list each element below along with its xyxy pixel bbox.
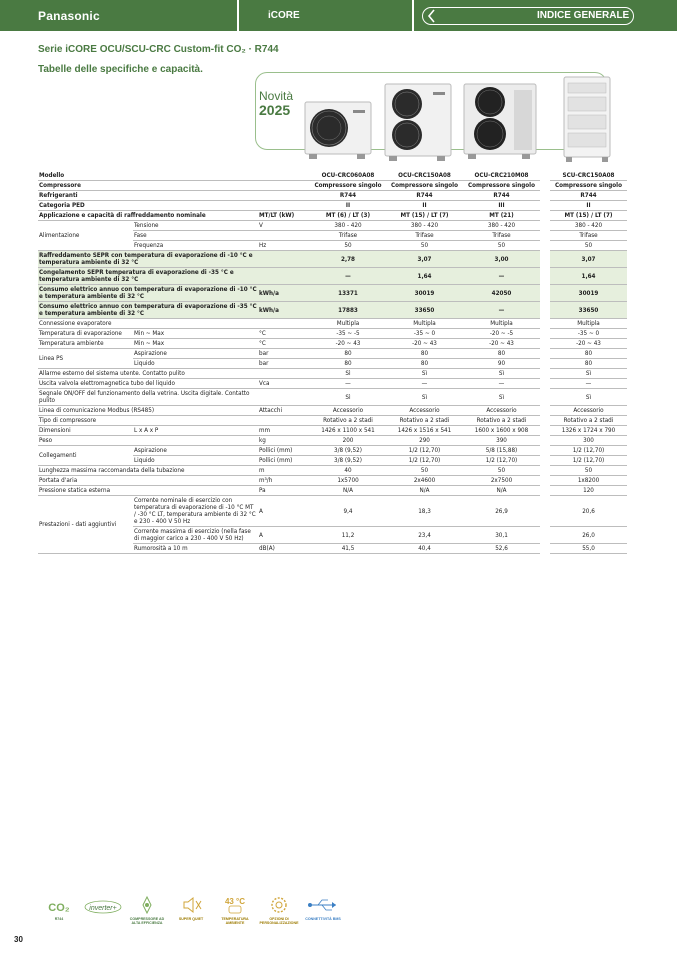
row-label: Allarme esterno del sistema utente. Contatto pulito bbox=[38, 369, 258, 379]
page-subtitle: Tabelle delle specifiche e capacità. bbox=[38, 64, 203, 75]
row-label: Applicazione e capacità di raffreddamento nominale bbox=[38, 211, 258, 221]
row-value: 26,0 bbox=[550, 527, 627, 544]
icon-caption: TEMPERATURA AMBIENTE bbox=[221, 917, 249, 925]
column-gap bbox=[540, 181, 550, 191]
row-unit: Vca bbox=[258, 379, 310, 389]
row-value: 380 - 420 bbox=[310, 221, 386, 231]
ocu-crc150-image bbox=[383, 82, 455, 162]
row-value: -20 ~ 43 bbox=[386, 339, 463, 349]
row-value: 1,64 bbox=[386, 268, 463, 285]
row-value: Sì bbox=[310, 369, 386, 379]
row-label: Lunghezza massima raccomandata della tubazione bbox=[38, 466, 258, 476]
row-value: Accessorio bbox=[550, 406, 627, 416]
column-gap bbox=[540, 359, 550, 369]
row-value: 2,78 bbox=[310, 251, 386, 268]
row-value: — bbox=[310, 379, 386, 389]
customization-icon bbox=[258, 893, 300, 929]
table-row bbox=[38, 446, 627, 456]
table-row bbox=[38, 211, 627, 221]
row-value: — bbox=[463, 379, 540, 389]
row-label: Peso bbox=[38, 436, 258, 446]
table-row bbox=[38, 426, 627, 436]
row-value: 50 bbox=[386, 241, 463, 251]
icon-caption: SUPER QUIET bbox=[178, 917, 204, 921]
row-value: Multipla bbox=[310, 319, 386, 329]
table-row bbox=[38, 285, 627, 302]
row-value: 3,00 bbox=[463, 251, 540, 268]
row-value: 80 bbox=[310, 359, 386, 369]
row-value: 33650 bbox=[386, 302, 463, 319]
index-label[interactable]: INDICE GENERALE bbox=[537, 10, 630, 21]
brand-logo: Panasonic bbox=[38, 9, 100, 23]
svg-text:CO₂: CO₂ bbox=[48, 902, 70, 914]
row-value: Trifase bbox=[310, 231, 386, 241]
row-value: Sì bbox=[386, 389, 463, 406]
row-unit bbox=[258, 319, 310, 329]
row-value: Trifase bbox=[550, 231, 627, 241]
table-row bbox=[38, 496, 627, 527]
row-value: 1/2 (12,70) bbox=[386, 456, 463, 466]
row-value: 55,0 bbox=[550, 544, 627, 554]
column-gap bbox=[540, 369, 550, 379]
row-unit bbox=[258, 201, 310, 211]
row-unit: Hz bbox=[258, 241, 310, 251]
table-row bbox=[38, 416, 627, 426]
row-value: 52,6 bbox=[463, 544, 540, 554]
column-gap bbox=[540, 416, 550, 426]
row-value: 1600 x 1600 x 908 bbox=[463, 426, 540, 436]
row-value: 1/2 (12,70) bbox=[550, 446, 627, 456]
table-row bbox=[38, 389, 627, 406]
row-value: 380 - 420 bbox=[463, 221, 540, 231]
row-sublabel: Aspirazione bbox=[133, 349, 258, 359]
row-unit: Attacchi bbox=[258, 406, 310, 416]
row-unit bbox=[258, 191, 310, 201]
column-gap bbox=[540, 426, 550, 436]
row-unit bbox=[258, 389, 310, 406]
novita-year: 2025 bbox=[259, 102, 291, 118]
row-value: -20 ~ -5 bbox=[463, 329, 540, 339]
row-unit: Pollici (mm) bbox=[258, 456, 310, 466]
row-value: R744 bbox=[386, 191, 463, 201]
row-value: 80 bbox=[550, 359, 627, 369]
row-value: 40 bbox=[310, 466, 386, 476]
row-value: Trifase bbox=[463, 231, 540, 241]
row-value: II bbox=[550, 201, 627, 211]
row-unit: dB(A) bbox=[258, 544, 310, 554]
row-sublabel: Corrente nominale di esercizio con temperatura di evaporazione di -10 °C MT / -30 °C LT, temperatura ambiente di 32 °C e 230 - 400 V 50 Hz bbox=[133, 496, 258, 527]
row-unit bbox=[258, 268, 310, 285]
column-gap bbox=[540, 486, 550, 496]
column-gap bbox=[540, 241, 550, 251]
row-value: Trifase bbox=[386, 231, 463, 241]
row-value: Compressore singolo bbox=[463, 181, 540, 191]
row-label: Refrigeranti bbox=[38, 191, 258, 201]
scu-crc150-image bbox=[562, 75, 614, 163]
spec-table bbox=[38, 171, 627, 554]
row-value: 380 - 420 bbox=[386, 221, 463, 231]
column-gap bbox=[540, 329, 550, 339]
row-sublabel: L x A x P bbox=[133, 426, 258, 436]
row-value: Sì bbox=[386, 369, 463, 379]
co2-icon bbox=[38, 893, 80, 929]
icon-caption: CONNETTIVITÀ BMS bbox=[305, 917, 341, 921]
ocu-crc210-image bbox=[462, 82, 540, 160]
temperature-icon bbox=[214, 893, 256, 929]
row-unit: Pollici (mm) bbox=[258, 446, 310, 456]
table-row bbox=[38, 406, 627, 416]
row-value: R744 bbox=[550, 191, 627, 201]
column-gap bbox=[540, 302, 550, 319]
table-row bbox=[38, 486, 627, 496]
row-value: 1/2 (12,70) bbox=[386, 446, 463, 456]
row-label: Temperatura di evaporazione bbox=[38, 329, 133, 339]
column-gap bbox=[540, 466, 550, 476]
feature-icons bbox=[38, 893, 344, 929]
row-value: N/A bbox=[386, 486, 463, 496]
row-value: -20 ~ 43 bbox=[310, 339, 386, 349]
row-value: 1326 x 1724 x 790 bbox=[550, 426, 627, 436]
row-value: 30019 bbox=[386, 285, 463, 302]
row-sublabel: Liquido bbox=[133, 456, 258, 466]
row-value: 3/8 (9,52) bbox=[310, 456, 386, 466]
row-value: — bbox=[310, 268, 386, 285]
row-value: 80 bbox=[386, 359, 463, 369]
icon-caption: COMPRESSORE AD ALTA EFFICIENZA bbox=[129, 917, 165, 925]
top-header bbox=[0, 0, 677, 31]
row-value: 50 bbox=[550, 241, 627, 251]
row-unit bbox=[258, 416, 310, 426]
row-value: Compressore singolo bbox=[550, 181, 627, 191]
row-unit: m bbox=[258, 466, 310, 476]
column-gap bbox=[540, 221, 550, 231]
table-row bbox=[38, 379, 627, 389]
row-value: 2x7500 bbox=[463, 476, 540, 486]
svg-text:inverter+: inverter+ bbox=[89, 905, 117, 912]
column-gap bbox=[540, 527, 550, 544]
row-value: Rotativo a 2 stadi bbox=[310, 416, 386, 426]
row-sublabel: Frequenza bbox=[133, 241, 258, 251]
row-value: 3,07 bbox=[550, 251, 627, 268]
row-value: MT (15) / LT (7) bbox=[386, 211, 463, 221]
row-value: Sì bbox=[310, 389, 386, 406]
table-row bbox=[38, 319, 627, 329]
row-sublabel: Tensione bbox=[133, 221, 258, 231]
row-label: Temperatura ambiente bbox=[38, 339, 133, 349]
table-row bbox=[38, 339, 627, 349]
table-row bbox=[38, 191, 627, 201]
row-value: R744 bbox=[310, 191, 386, 201]
page-number: 30 bbox=[14, 935, 23, 944]
row-value: MT (21) bbox=[463, 211, 540, 221]
row-value: 1/2 (12,70) bbox=[463, 456, 540, 466]
model-name: OCU-CRC060A08 bbox=[310, 171, 386, 181]
column-gap bbox=[540, 446, 550, 456]
table-row bbox=[38, 349, 627, 359]
row-value: 1x8200 bbox=[550, 476, 627, 486]
row-sublabel: Aspirazione bbox=[133, 446, 258, 456]
row-value: 9,4 bbox=[310, 496, 386, 527]
row-unit: A bbox=[258, 527, 310, 544]
row-value: 390 bbox=[463, 436, 540, 446]
table-row bbox=[38, 476, 627, 486]
row-value: 13371 bbox=[310, 285, 386, 302]
row-label: Collegamenti bbox=[38, 446, 133, 466]
column-gap bbox=[540, 379, 550, 389]
row-value: -35 ~ -5 bbox=[310, 329, 386, 339]
table-row bbox=[38, 302, 627, 319]
row-value: 1x5700 bbox=[310, 476, 386, 486]
column-gap bbox=[540, 251, 550, 268]
row-value: 40,4 bbox=[386, 544, 463, 554]
page-title: Serie iCORE OCU/SCU-CRC Custom-fit CO₂ · R744 bbox=[38, 44, 279, 55]
row-value: R744 bbox=[463, 191, 540, 201]
table-row bbox=[38, 268, 627, 285]
row-value: — bbox=[463, 268, 540, 285]
table-row bbox=[38, 466, 627, 476]
row-value: Sì bbox=[550, 389, 627, 406]
column-gap bbox=[540, 319, 550, 329]
row-value: -20 ~ 43 bbox=[463, 339, 540, 349]
row-value: Multipla bbox=[386, 319, 463, 329]
novita-label: Novità bbox=[259, 89, 294, 103]
row-label: Connessione evaporatore bbox=[38, 319, 258, 329]
row-value: III bbox=[463, 201, 540, 211]
row-unit: mm bbox=[258, 426, 310, 436]
column-gap bbox=[540, 171, 550, 181]
row-value: Compressore singolo bbox=[310, 181, 386, 191]
row-value: 3/8 (9,52) bbox=[310, 446, 386, 456]
row-value: Rotativo a 2 stadi bbox=[386, 416, 463, 426]
table-row bbox=[38, 201, 627, 211]
row-unit bbox=[258, 231, 310, 241]
row-label: Prestazioni - dati aggiuntivi bbox=[38, 496, 133, 554]
row-value: — bbox=[386, 379, 463, 389]
row-value: 18,3 bbox=[386, 496, 463, 527]
row-value: 41,5 bbox=[310, 544, 386, 554]
row-unit: kg bbox=[258, 436, 310, 446]
row-value: II bbox=[386, 201, 463, 211]
row-value: Sì bbox=[463, 389, 540, 406]
row-value: Sì bbox=[463, 369, 540, 379]
model-label: Modello bbox=[38, 171, 310, 181]
row-value: 20,6 bbox=[550, 496, 627, 527]
row-label: Alimentazione bbox=[38, 221, 133, 251]
row-label: Consumo elettrico annuo con temperatura di evaporazione di -10 °C e temperatura ambiente di 32 °C bbox=[39, 286, 257, 300]
row-value: 50 bbox=[463, 466, 540, 476]
row-unit: bar bbox=[258, 359, 310, 369]
row-label: Portata d'aria bbox=[38, 476, 258, 486]
row-sublabel: Liquido bbox=[133, 359, 258, 369]
row-value: 80 bbox=[463, 349, 540, 359]
column-gap bbox=[540, 191, 550, 201]
column-gap bbox=[540, 285, 550, 302]
row-value: Multipla bbox=[550, 319, 627, 329]
row-sublabel: Fase bbox=[133, 231, 258, 241]
row-value: 26,9 bbox=[463, 496, 540, 527]
row-value: Accessorio bbox=[386, 406, 463, 416]
icon-caption: R744 bbox=[54, 917, 64, 921]
row-value: — bbox=[550, 379, 627, 389]
row-value: 1,64 bbox=[550, 268, 627, 285]
row-value: -20 ~ 43 bbox=[550, 339, 627, 349]
table-header-row bbox=[38, 171, 627, 181]
section-label: iCORE bbox=[268, 10, 300, 21]
header-divider bbox=[412, 0, 414, 31]
row-value: 17883 bbox=[310, 302, 386, 319]
row-value: 3,07 bbox=[386, 251, 463, 268]
super-quiet-icon bbox=[170, 893, 212, 929]
row-unit: bar bbox=[258, 349, 310, 359]
row-label: Categoria PED bbox=[38, 201, 258, 211]
row-unit bbox=[258, 181, 310, 191]
column-gap bbox=[540, 406, 550, 416]
row-value: Sì bbox=[550, 369, 627, 379]
row-value: 11,2 bbox=[310, 527, 386, 544]
model-name: OCU-CRC210M08 bbox=[463, 171, 540, 181]
row-label: Uscita valvola elettromagnetica tubo del liquido bbox=[38, 379, 258, 389]
row-value: 30019 bbox=[550, 285, 627, 302]
row-label: Consumo elettrico annuo con temperatura di evaporazione di -35 °C e temperatura ambiente di 32 °C bbox=[39, 303, 257, 317]
icon-caption: OPZIONI DI PERSONALIZZAZIONE bbox=[259, 917, 299, 925]
chevron-left-icon[interactable] bbox=[427, 9, 437, 23]
row-value: MT (15) / LT (7) bbox=[550, 211, 627, 221]
row-value: 50 bbox=[310, 241, 386, 251]
row-sublabel: Rumorosità a 10 m bbox=[133, 544, 258, 554]
inverter-icon bbox=[82, 893, 124, 929]
row-label: Congelamento SEPR temperatura di evaporazione di -35 °C e temperatura ambiente di 32 °C bbox=[38, 268, 258, 285]
row-value: 5/8 (15,88) bbox=[463, 446, 540, 456]
header-divider bbox=[237, 0, 239, 31]
row-label: Linea PS bbox=[38, 349, 133, 369]
row-label: Linea di comunicazione Modbus (RS485) bbox=[38, 406, 258, 416]
row-label: Compressore bbox=[38, 181, 258, 191]
row-value: 33650 bbox=[550, 302, 627, 319]
row-value: 80 bbox=[386, 349, 463, 359]
row-value: 23,4 bbox=[386, 527, 463, 544]
table-row bbox=[38, 251, 627, 268]
row-value: Multipla bbox=[463, 319, 540, 329]
column-gap bbox=[540, 231, 550, 241]
high-efficiency-icon bbox=[126, 893, 168, 929]
row-unit: MT/LT (kW) bbox=[258, 211, 310, 221]
column-gap bbox=[540, 544, 550, 554]
row-value: 90 bbox=[463, 359, 540, 369]
column-gap bbox=[540, 349, 550, 359]
row-value: MT (6) / LT (3) bbox=[310, 211, 386, 221]
row-value: 290 bbox=[386, 436, 463, 446]
row-unit: Pa bbox=[258, 486, 310, 496]
row-unit: m³/h bbox=[258, 476, 310, 486]
row-value: 300 bbox=[550, 436, 627, 446]
table-row bbox=[38, 436, 627, 446]
row-value: 1426 x 1100 x 541 bbox=[310, 426, 386, 436]
svg-text:43 °C: 43 °C bbox=[224, 897, 246, 906]
row-value: -35 ~ 0 bbox=[550, 329, 627, 339]
row-value: 80 bbox=[550, 349, 627, 359]
column-gap bbox=[540, 496, 550, 527]
row-unit: kWh/a bbox=[258, 302, 310, 319]
table-row bbox=[38, 369, 627, 379]
table-row bbox=[38, 221, 627, 231]
ocu-crc060-image bbox=[303, 100, 375, 160]
column-gap bbox=[540, 436, 550, 446]
row-label: Dimensioni bbox=[38, 426, 133, 436]
column-gap bbox=[540, 201, 550, 211]
row-value: 200 bbox=[310, 436, 386, 446]
row-value: 80 bbox=[310, 349, 386, 359]
row-value: N/A bbox=[463, 486, 540, 496]
row-unit: °C bbox=[258, 339, 310, 349]
model-name: OCU-CRC150A08 bbox=[386, 171, 463, 181]
row-label: Pressione statica esterna bbox=[38, 486, 258, 496]
column-gap bbox=[540, 389, 550, 406]
column-gap bbox=[540, 456, 550, 466]
row-value: N/A bbox=[310, 486, 386, 496]
row-value: Accessorio bbox=[310, 406, 386, 416]
row-label: Tipo di compressore bbox=[38, 416, 258, 426]
row-unit: °C bbox=[258, 329, 310, 339]
row-value: 42050 bbox=[463, 285, 540, 302]
row-value: II bbox=[310, 201, 386, 211]
row-value: 50 bbox=[386, 466, 463, 476]
column-gap bbox=[540, 268, 550, 285]
column-gap bbox=[540, 211, 550, 221]
row-value: -35 ~ 0 bbox=[386, 329, 463, 339]
row-unit bbox=[258, 251, 310, 268]
row-value: Rotativo a 2 stadi bbox=[463, 416, 540, 426]
row-value: Accessorio bbox=[463, 406, 540, 416]
column-gap bbox=[540, 476, 550, 486]
modbus-icon bbox=[302, 893, 344, 929]
row-value: 1426 x 1516 x 541 bbox=[386, 426, 463, 436]
row-value: 30,1 bbox=[463, 527, 540, 544]
row-value: 50 bbox=[463, 241, 540, 251]
row-sublabel: Min ~ Max bbox=[133, 329, 258, 339]
row-unit bbox=[258, 369, 310, 379]
row-value: 120 bbox=[550, 486, 627, 496]
row-unit: A bbox=[258, 496, 310, 527]
row-value: 1/2 (12,70) bbox=[550, 456, 627, 466]
row-label: Raffreddamento SEPR con temperatura di evaporazione di -10 °C e temperatura ambiente di 32 °C bbox=[38, 251, 258, 268]
row-unit: kWh/a bbox=[258, 285, 310, 302]
model-name: SCU-CRC150A08 bbox=[550, 171, 627, 181]
row-sublabel: Min ~ Max bbox=[133, 339, 258, 349]
row-value: Compressore singolo bbox=[386, 181, 463, 191]
row-value: — bbox=[463, 302, 540, 319]
row-value: Rotativo a 2 stadi bbox=[550, 416, 627, 426]
row-value: 380 - 420 bbox=[550, 221, 627, 231]
table-row bbox=[38, 181, 627, 191]
row-value: 50 bbox=[550, 466, 627, 476]
row-value: 2x4600 bbox=[386, 476, 463, 486]
row-label: Segnale ON/OFF del funzionamento della vetrina. Uscita digitale. Contatto pulito bbox=[38, 389, 258, 406]
column-gap bbox=[540, 339, 550, 349]
row-sublabel: Corrente massima di esercizio (nella fase di maggior carico a 230 - 400 V 50 Hz) bbox=[133, 527, 258, 544]
row-unit: V bbox=[258, 221, 310, 231]
table-row bbox=[38, 329, 627, 339]
